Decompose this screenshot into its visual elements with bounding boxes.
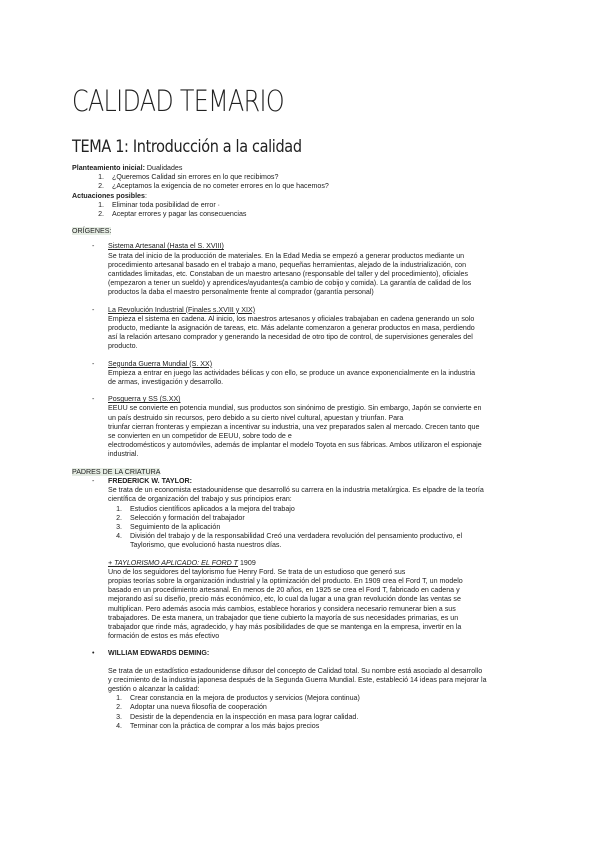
list-item: 1. ¿Queremos Calidad sin errores en lo que recibimos? [98, 173, 279, 182]
planteamiento-line [72, 164, 528, 173]
actuaciones-list [90, 201, 528, 219]
list-item: 1. Crear constancia en la mejora de productos y servicios (Mejora continua) [116, 694, 360, 703]
origen-item-title: - La Revolución Industrial (Finales s.XVIII y XIX) [92, 305, 256, 314]
actuaciones-line: Actuaciones posibles: [72, 191, 147, 200]
list-item: 3. Desistir de la dependencia en la inspección en masa para lograr calidad. [116, 712, 359, 721]
list-item: 1. Estudios científicos aplicados a la mejora del trabajo [116, 504, 295, 513]
planteamiento-value: Dualidades [144, 164, 183, 172]
origen-item-title: - Segunda Guerra Mundial (S. XX) [92, 359, 213, 368]
document-title: CALIDAD TEMARIO [72, 84, 284, 118]
list-item: 3. Seguimiento de la aplicación [116, 522, 221, 531]
origen-item-body: EEUU se convierte en potencia mundial, sus productos son sinónimo de prestigio. Sin embargo, Japón se convierte en un país destruido sin recursos, pero debido a su cierto nivel cultural, apuestan y triunfan. Para triunfar cierran fronteras y empiezan a incentivar su industria, una vez preparados salen al mercado. Crecen tanto que se convierten en un competidor de EEUU, sobre todo de e electrodomésticos y automóviles, además de implantar el modelo Toyota en sus fábricas. Ambos utilizaron el espionaje industrial. [108, 404, 482, 459]
origen-item-title: - Posguerra y SS (S.XX) [92, 395, 181, 404]
questions-list [90, 173, 528, 191]
taylor-title: - FREDERICK W. TAYLOR: [92, 476, 192, 485]
list-item: 2. Aceptar errores y pagar las consecuencias [98, 210, 247, 219]
deming-body: Se trata de un estadístico estadounidense difusor del concepto de Calidad total. Su nombre está asociado al desarrollo y crecimiento de la industria japonesa después de la Segunda Guerra Mundial. Este, estableció 14 ideas para mejorar la gestión o alcanzar la calidad: 1. Crear constancia en la mejora de productos y servicios (Mejora continua) 2. Adoptar una nueva filosofía de cooperación 3. Desistir de la dependencia en la inspección en masa para lograr calidad. 4. Terminar con la práctica de comprar a los más bajos precios [108, 667, 528, 731]
padres-label: PADRES DE LA CRIATURA [72, 467, 161, 476]
padres-label-line [72, 468, 528, 477]
list-item: 2. ¿Aceptamos la exigencia de no cometer errores en lo que hacemos? [98, 182, 329, 191]
origen-item-body: Empieza a entrar en juego las actividades bélicas y con ello, se produce un avance exponencialmente en la industria de armas, investigación y desarrollo. [108, 368, 476, 387]
origen-item-body: Empieza el sistema en cadena. Al inicio, los maestros artesanos y oficiales trabajaban en cadena generando un solo producto, mediante la asignación de tareas, etc. Más adelante comenzaron a generar productos en masa, perdiendo así la relación artesano comprador y generando la necesidad de otro tipo de control, de supervisiones generales del producto. [108, 314, 475, 351]
taylor-body: Se trata de un economista estadounidense que desarrolló su carrera en la industria metalúrgica. Es elpadre de la teoría científica de organización del trabajo y sus principios eran: 1. Estudios científicos aplicados a la mejora del trabajo 2. Selección y formación del trabajador 3. Seguimiento de la aplicación 4. División del trabajo y de la responsabilidad Creó una verdadera revolución del pensamiento productivo, el Taylorismo, que evolucionó hasta nuestros días. + TAYLORISMO APLICADO: EL FORD T 1909 Uno de los seguidores del taylorismo fue Henry Ford. Se trata de un estudioso que generó sus propias teorías sobre la organización industrial y la optimización del producto. En 1909 crea el Ford T, un modelo basado en un procedimiento artesanal. En menos de 20 años, en 1925 se crea el Ford T, fabricado en cadena y mejorando así su diseño, precio más económico, etc, lo cual da lugar a una gran revolución donde las ventas se multiplican. Pero además asocia más cambios, establece horarios y considera necesario remunerar bien a sus trabajadores. De esta manera, un trabajador que tiene cubierto la mayoría de sus necesidades primarias, es un trabajador que rinde más, agradecido, y hay más posibilidades de que se mantenga en la empresa, invertir en la formación de estos es más efectivo [108, 486, 528, 641]
tema1-heading: TEMA 1: Introducción a la calidad [72, 137, 302, 157]
ford-title-line: + TAYLORISMO APLICADO: EL FORD T 1909 [108, 558, 256, 567]
actuaciones-label: Actuaciones posibles [72, 191, 145, 200]
origen-item-body: Se trata del inicio de la producción de materiales. En la Edad Media se empezó a generar productos mediante un procedimiento artesanal basado en el trabajo a mano, pequeñas herramientas, alejado de la industrialización, con cantidades limitadas, etc. Constaban de un maestro artesano (responsable del taller y del procedimiento), oficiales (empezaron a tener un sueldo) y aprendices/ayudantes(a cambio de cobijo y comida). La garantía de calidad de los productos la daba el maestro personalmente frente al comprador (garantía personal) [108, 251, 472, 297]
ford-title: + TAYLORISMO APLICADO: EL FORD T [108, 558, 239, 567]
list-item: 2. Adoptar una nueva filosofía de cooperación [116, 703, 267, 712]
origenes-label-line [72, 227, 528, 236]
list-item: 4. División del trabajo y de la responsabilidad Creó una verdadera revolución del pensamiento productivo, el [116, 532, 463, 541]
list-item: 2. Selección y formación del trabajador [116, 513, 245, 522]
deming-title: • WILLIAM EDWARDS DEMING: [92, 649, 210, 658]
planteamiento-label: Planteamiento inicial: [72, 164, 145, 172]
list-item: 1. Eliminar toda posibilidad de error · [98, 200, 221, 209]
list-item: 4. Terminar con la práctica de comprar a los más bajos precios [116, 721, 320, 730]
origen-item-title: - Sistema Artesanal (Hasta el S. XVIII) [92, 242, 224, 251]
origenes-label: ORÍGENES: [72, 227, 112, 236]
